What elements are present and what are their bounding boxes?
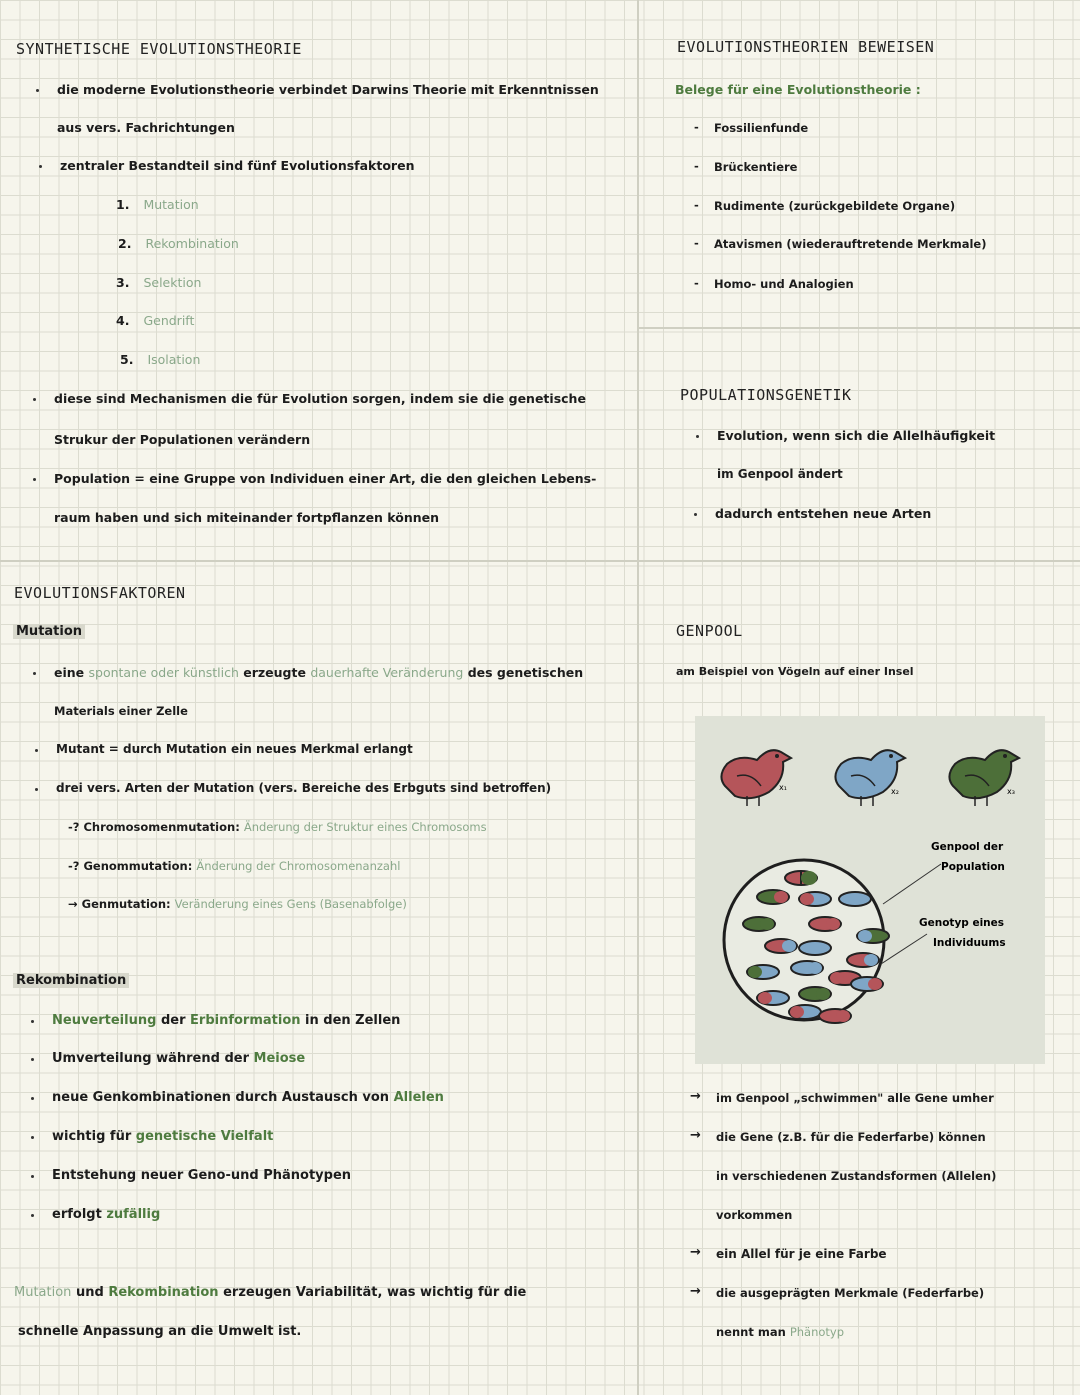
genpool-note-3: in verschiedenen Zustandsformen (Allelen): [716, 1169, 997, 1183]
factor-3: 3. Selektion: [116, 275, 202, 290]
recombination-line-5: Entstehung neuer Geno-und Phänotypen: [52, 1168, 352, 1183]
proof-item-3: - Rudimente (zurückgebildete Organe): [714, 199, 955, 213]
recombination-line-2: Umverteilung während der Meiose: [52, 1051, 306, 1066]
factor-2: 2. Rekombination: [118, 236, 239, 251]
genpool-note-4: vorkommen: [716, 1208, 793, 1222]
mutation-line-2: Materials einer Zelle: [54, 704, 188, 718]
synth-line-1: die moderne Evolutionstheorie verbindet Darwins Theorie mit Erkenntnissen: [57, 82, 599, 97]
section-divider-right-1: [639, 327, 1080, 329]
bird-label-1: x₁: [779, 783, 787, 792]
mutation-line-4: drei vers. Arten der Mutation (vers. Bereiche des Erbguts sind betroffen): [56, 781, 552, 795]
genpool-title: GENPOOL: [676, 622, 743, 640]
bird-blue-icon: [835, 750, 905, 806]
bird-red-icon: [721, 750, 791, 806]
genpool-leader-line: [883, 864, 941, 904]
mutation-type-chromosome: -? Chromosomenmutation: Änderung der Struktur eines Chromosoms: [68, 820, 487, 834]
label-genpool-1: Genpool der: [931, 841, 1004, 853]
popgen-line-3: dadurch entstehen neue Arten: [715, 506, 932, 521]
proof-item-4: - Atavismen (wiederauftretende Merkmale): [714, 237, 986, 251]
population-genetics-title: POPULATIONSGENETIK: [680, 386, 852, 404]
bird-label-3: x₃: [1007, 787, 1015, 796]
factor-5: 5. Isolation: [120, 352, 201, 367]
recombination-subtitle: Rekombination: [13, 973, 129, 988]
recombination-line-4: wichtig für genetische Vielfalt: [52, 1129, 274, 1144]
label-genpool-2: Population: [941, 861, 1005, 873]
synth-line-7: raum haben und sich miteinander fortpflanzen können: [54, 510, 440, 525]
proof-item-5: - Homo- und Analogien: [714, 277, 854, 291]
summary-line-2: schnelle Anpassung an die Umwelt ist.: [18, 1324, 302, 1339]
mutation-line-1: eine spontane oder künstlich erzeugte dauerhafte Veränderung des genetischen: [54, 665, 584, 680]
mutation-type-gene: → Genmutation: Veränderung eines Gens (Basenabfolge): [68, 897, 407, 911]
genpool-illustration: [695, 716, 1045, 1064]
genpool-intro: am Beispiel von Vögeln auf einer Insel: [676, 665, 914, 678]
column-divider: [637, 0, 639, 1395]
synth-line-3: zentraler Bestandteil sind fünf Evolutionsfaktoren: [60, 158, 415, 173]
genpool-note-1: → im Genpool „schwimmen" alle Gene umher: [716, 1091, 994, 1105]
proof-item-1: - Fossilienfunde: [714, 121, 808, 135]
mutation-type-genome: -? Genommutation: Änderung der Chromosomenanzahl: [68, 859, 401, 873]
genpool-note-2: → die Gene (z.B. für die Federfarbe) können: [716, 1130, 986, 1144]
genpool-note-5: → ein Allel für je eine Farbe: [716, 1247, 887, 1261]
proof-title: EVOLUTIONSTHEORIEN BEWEISEN: [677, 38, 935, 56]
synthetic-theory-title: SYNTHETISCHE EVOLUTIONSTHEORIE: [16, 40, 302, 58]
popgen-line-1: Evolution, wenn sich die Allelhäufigkeit: [717, 428, 996, 443]
genpool-note-7: nennt man Phänotyp: [716, 1325, 845, 1339]
recombination-line-6: erfolgt zufällig: [52, 1207, 161, 1222]
factor-4: 4. Gendrift: [116, 313, 195, 328]
section-divider-left: [0, 560, 637, 562]
popgen-line-2: im Genpool ändert: [717, 467, 843, 481]
bird-green-icon: [949, 750, 1019, 806]
synth-line-2: aus vers. Fachrichtungen: [57, 120, 235, 135]
genpool-note-6: → die ausgeprägten Merkmale (Federfarbe): [716, 1286, 984, 1300]
synth-line-6: Population = eine Gruppe von Individuen einer Art, die den gleichen Lebens-: [54, 471, 597, 486]
section-divider-right-2: [639, 560, 1080, 562]
label-genotype-1: Genotyp eines: [919, 917, 1005, 929]
bird-label-2: x₂: [891, 787, 899, 796]
mutation-subtitle: Mutation: [13, 624, 85, 639]
synth-line-5: Strukur der Populationen verändern: [54, 432, 311, 447]
genpool-diagram: [695, 716, 1045, 1064]
synth-line-4: diese sind Mechanismen die für Evolution sorgen, indem sie die genetische: [54, 391, 586, 406]
recombination-line-1: Neuverteilung der Erbinformation in den Zellen: [52, 1013, 401, 1028]
proof-intro: Belege für eine Evolutionstheorie :: [675, 82, 921, 97]
factor-1: 1. Mutation: [116, 197, 199, 212]
summary-line-1: Mutation und Rekombination erzeugen Variabilität, was wichtig für die: [14, 1285, 527, 1300]
recombination-line-3: neue Genkombinationen durch Austausch von Allelen: [52, 1090, 444, 1105]
mutation-line-3: Mutant = durch Mutation ein neues Merkmal erlangt: [56, 742, 413, 756]
proof-item-2: - Brückentiere: [714, 160, 797, 174]
label-genotype-2: Individuums: [933, 937, 1006, 949]
evolution-factors-title: EVOLUTIONSFAKTOREN: [14, 584, 186, 602]
